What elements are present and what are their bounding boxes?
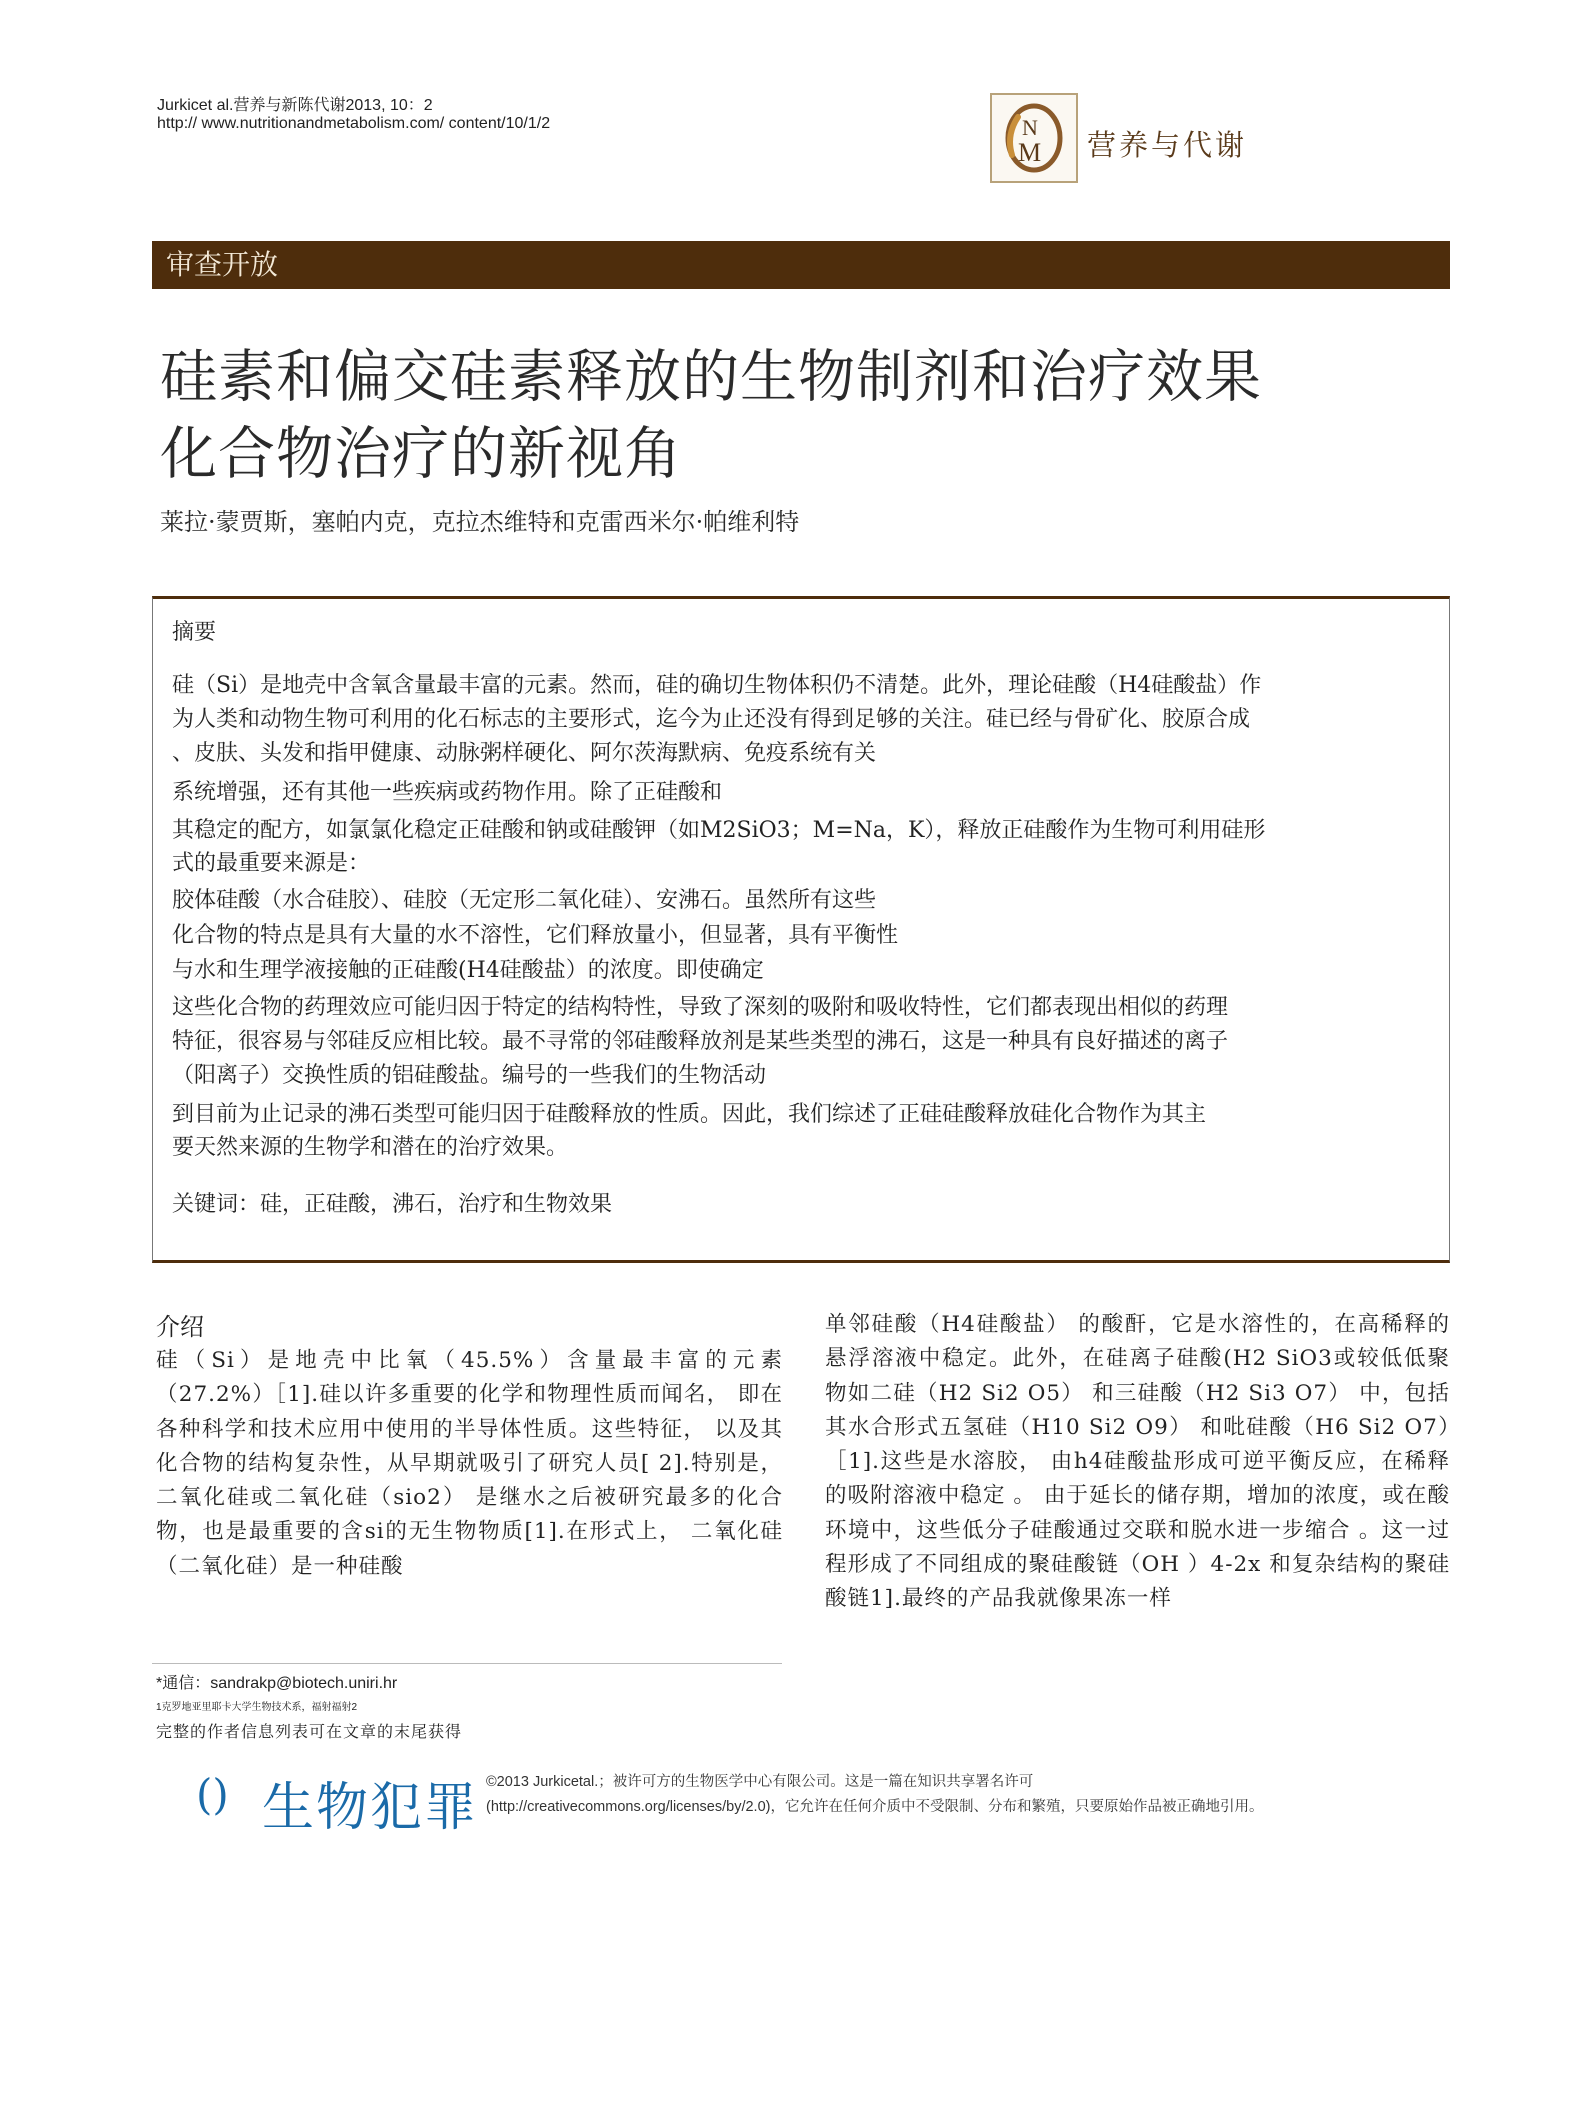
journal-name: 营养与代谢 [1087, 128, 1248, 162]
abstract-line: 特征，很容易与邻硅反应相比较。最不寻常的邻硅酸释放剂是某些类型的沸石，这是一种具有良好描述的离子 [172, 1029, 1229, 1054]
author-list: 莱拉·蒙贾斯，塞帕内克，克拉杰维特和克雷西米尔·帕维利特 [160, 508, 800, 536]
publisher-name: 生物犯罪 [262, 1778, 479, 1838]
body-left-column: 硅（Si）是地壳中比氧（45.5%）含量最丰富的元素（27.2%）［1].硅以许多重要的化学和物理性质而闻名， 即在各种科学和技术应用中使用的半导体性质。这些特征， 以及其化合物的结构复杂性，从早期就吸引了研究人员[ 2].特别是， 二氧化硅或二氧化硅（sio2） 是继水之后被研究最多的化合物，也是最重要的含si的无生物物质[1].在形式上， 二氧化硅（二氧化硅）是一种硅酸 [156, 1348, 783, 1579]
intro-heading: 介绍 [156, 1313, 204, 1341]
correspondence-footnote: *通信：sandrakp@biotech.uniri.hr [156, 1675, 398, 1692]
affiliation-footnote: 1克罗地亚里耶卡大学生物技术系，福射福射2 [156, 1702, 358, 1713]
footnote-divider [152, 1663, 782, 1664]
article-title-line1: 硅素和偏交硅素释放的生物制剂和治疗效果 [160, 344, 1262, 410]
abstract-line: 式的最重要来源是： [172, 851, 371, 876]
article-url[interactable]: http:// www.nutritionandmetabolism.com/ content/10/1/2 [157, 115, 551, 132]
body-right-column: 单邻硅酸（H4硅酸盐） 的酸酐，它是水溶性的，在高稀释的悬浮溶液中稳定。此外，在硅离子硅酸(H2 SiO3或较低低聚物如二硅（H2 Si2 O5） 和三硅酸（H2 Si3 O7） 中，包括其水合形式五氢硅（H10 Si2 O9） 和吡硅酸（H6 Si2 O7）［1].这些是水溶胶， 由h4硅酸盐形成可逆平衡反应，在稀释的吸附溶液中稳定 。 由于延长的储存期，增加的浓度，或在酸环境中，这些低分子硅酸通过交联和脱水进一步缩合 。这一过程形成了不同组成的聚硅酸链（OH ）4-2x 和复杂结构的聚硅酸链1].最终的产品我就像果冻一样 [825, 1312, 1450, 1612]
article-type-band: 审查开放 [152, 241, 1450, 289]
author-info-footnote: 完整的作者信息列表可在文章的末尾获得 [156, 1722, 463, 1741]
abstract-line: 为人类和动物生物可利用的化石标志的主要形式，迄今为止还没有得到足够的关注。硅已经与骨矿化、胶原合成 [172, 707, 1251, 732]
abstract-label: 摘要 [172, 620, 217, 645]
abstract-line: 到目前为止记录的沸石类型可能归因于硅酸释放的性质。因此，我们综述了正硅硅酸释放硅化合物作为其主 [172, 1102, 1207, 1127]
abstract-line: 化合物的特点是具有大量的水不溶性，它们释放量小，但显著，具有平衡性 [172, 923, 899, 948]
publisher-icon: () [196, 1770, 229, 1819]
abstract-line: 其稳定的配方，如氯氯化稳定正硅酸和钠或硅酸钾（如M2SiO3；M=Na，K），释放正硅酸作为生物可利用硅形 [172, 818, 1266, 843]
abstract-line: 要天然来源的生物学和潜在的治疗效果。 [172, 1135, 569, 1160]
abstract-line: 与水和生理学液接触的正硅酸(H4硅酸盐）的浓度。即使确定 [172, 958, 764, 983]
logo-letter-m: M [1018, 138, 1042, 167]
abstract-line: 、皮肤、头发和指甲健康、动脉粥样硬化、阿尔茨海默病、免疫系统有关 [172, 741, 877, 766]
logo-letter-n: N [1022, 115, 1038, 140]
license-line-2[interactable]: (http://creativecommons.org/licenses/by/2.0)，它允许在任何介质中不受限制、分布和繁殖，只要原始作品被正确地引用。 [486, 1799, 1264, 1815]
abstract-line: 胶体硅酸（水合硅胶）、硅胶（无定形二氧化硅）、安沸石。虽然所有这些 [172, 888, 877, 913]
abstract-line: 这些化合物的药理效应可能归因于特定的结构特性，导致了深刻的吸附和吸收特性，它们都表现出相似的药理 [172, 995, 1229, 1020]
license-line-1: ©2013 Jurkicetal.；被许可方的生物医学中心有限公司。这是一篇在知识共享署名许可 [486, 1774, 1034, 1790]
keywords: 关键词：硅，正硅酸，沸石，治疗和生物效果 [172, 1192, 613, 1217]
article-title-line2: 化合物治疗的新视角 [160, 421, 682, 487]
abstract-line: （阳离子）交换性质的铝硅酸盐。编号的一些我们的生物活动 [172, 1063, 767, 1088]
journal-logo [990, 93, 1078, 183]
abstract-line: 硅（Si）是地壳中含氧含量最丰富的元素。然而，硅的确切生物体积仍不清楚。此外，理论硅酸（H4硅酸盐）作 [172, 673, 1262, 698]
journal-logo-icon [992, 95, 1076, 181]
abstract-line: 系统增强，还有其他一些疾病或药物作用。除了正硅酸和 [172, 780, 723, 805]
citation-line: Jurkicet al.营养与新陈代谢2013, 10：2 [157, 97, 433, 114]
